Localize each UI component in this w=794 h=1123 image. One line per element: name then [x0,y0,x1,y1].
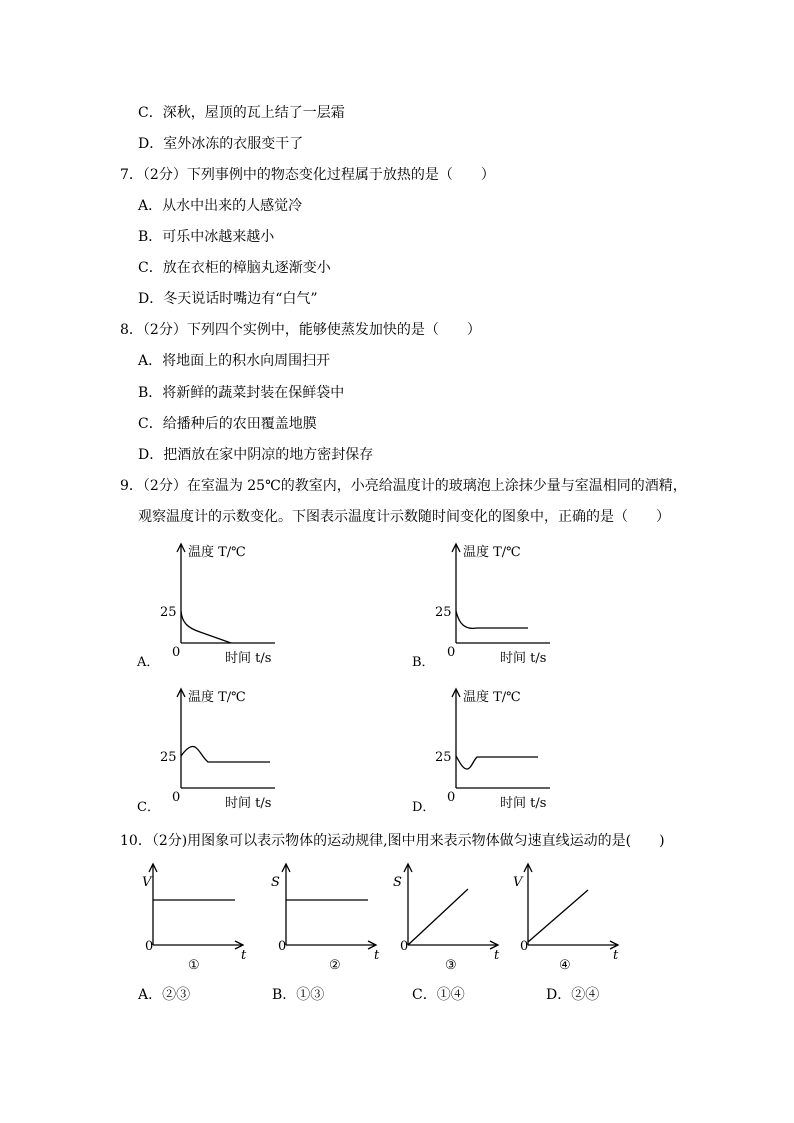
origin-label: 0 [172,645,181,660]
y-axis-label: 温度 T/℃ [463,545,521,560]
y-axis-label: 温度 T/℃ [188,690,246,705]
origin-label: 0 [278,939,287,954]
q6-option-c: C．深秋，屋顶的瓦上结了一层霜 [138,105,345,121]
q8-option-c: C．给播种后的农田覆盖地膜 [138,416,317,432]
q8-option-b: B．将新鲜的蔬菜封装在保鲜袋中 [138,385,345,401]
x-axis-label: 时间 t/s [225,796,272,811]
origin-label: 0 [447,790,456,805]
temperature-curve [181,746,270,762]
x-axis-label: 时间 t/s [500,796,547,811]
origin-label: 0 [145,939,154,954]
q9-graph-c [130,683,300,818]
graph-caption: ④ [559,958,571,973]
option-letter: C． [137,800,160,815]
q7-stem: 7．（2分）下列事例中的物态变化过程属于放热的是（ ） [120,167,495,183]
y-axis-label: V [142,875,152,890]
y-tick-25: 25 [435,750,452,765]
q8-stem: 8．（2分）下列四个实例中，能够使蒸发加快的是（ ） [120,322,481,338]
q6-option-d: D．室外冰冻的衣服变干了 [138,136,304,152]
y-tick-25: 25 [160,750,177,765]
origin-label: 0 [172,790,181,805]
y-axis-label: S [271,875,280,890]
q10-option-b: B．①③ [272,987,325,1003]
y-axis-label: S [393,875,402,890]
graph-caption: ① [188,958,200,973]
x-axis-label: t [241,948,247,963]
origin-label: 0 [400,939,409,954]
q10-graph-1 [135,860,255,980]
temperature-curve [456,611,528,628]
x-axis-label: t [613,948,619,963]
y-tick-25: 25 [435,605,452,620]
q8-option-d: D．把酒放在家中阴凉的地方密封保存 [138,447,374,463]
motion-line [528,890,588,942]
y-axis-label: V [513,875,523,890]
q9-graph-b [405,538,575,673]
q10-graph-4 [510,860,630,980]
option-letter: B． [412,655,435,670]
q10-option-a: A．②③ [138,987,191,1003]
x-axis-label: 时间 t/s [500,651,547,666]
q9-graph-d [405,683,575,818]
y-axis-label: 温度 T/℃ [188,545,246,560]
y-tick-25: 25 [160,605,177,620]
q10-stem: 10．（2分)用图象可以表示物体的运动规律,图中用来表示物体做匀速直线运动的是( ) [120,833,665,849]
q10-graph-3 [390,860,510,980]
q10-option-c: C．①④ [412,987,465,1003]
q10-graph-2 [268,860,388,980]
q9-graph-a [130,538,300,673]
temperature-curve [456,756,538,769]
x-axis-label: 时间 t/s [225,651,272,666]
q7-option-a: A．从水中出来的人感觉冷 [138,198,303,214]
graph-caption: ③ [445,958,457,973]
q8-option-a: A．将地面上的积水向周围扫开 [138,353,331,369]
y-axis-label: 温度 T/℃ [463,690,521,705]
option-letter: D． [412,800,436,815]
origin-label: 0 [447,645,456,660]
q7-option-c: C．放在衣柜的樟脑丸逐渐变小 [138,260,331,276]
x-axis-label: t [494,948,500,963]
q9-stem-line2: 观察温度计的示数变化。下图表示温度计示数随时间变化的图象中，正确的是（ ） [138,509,670,525]
motion-line [408,889,468,945]
q7-option-d: D．冬天说话时嘴边有“白气” [138,291,318,307]
temperature-curve [181,611,231,643]
origin-label: 0 [520,939,529,954]
q10-option-d: D．②④ [546,987,600,1003]
option-letter: A． [137,655,160,670]
q7-option-b: B．可乐中冰越来越小 [138,229,275,245]
x-axis-label: t [374,948,380,963]
q9-stem-line1: 9．（2分）在室温为 25℃的教室内，小亮给温度计的玻璃泡上涂抹少量与室温相同的酒精， [120,478,687,494]
graph-caption: ② [329,958,341,973]
